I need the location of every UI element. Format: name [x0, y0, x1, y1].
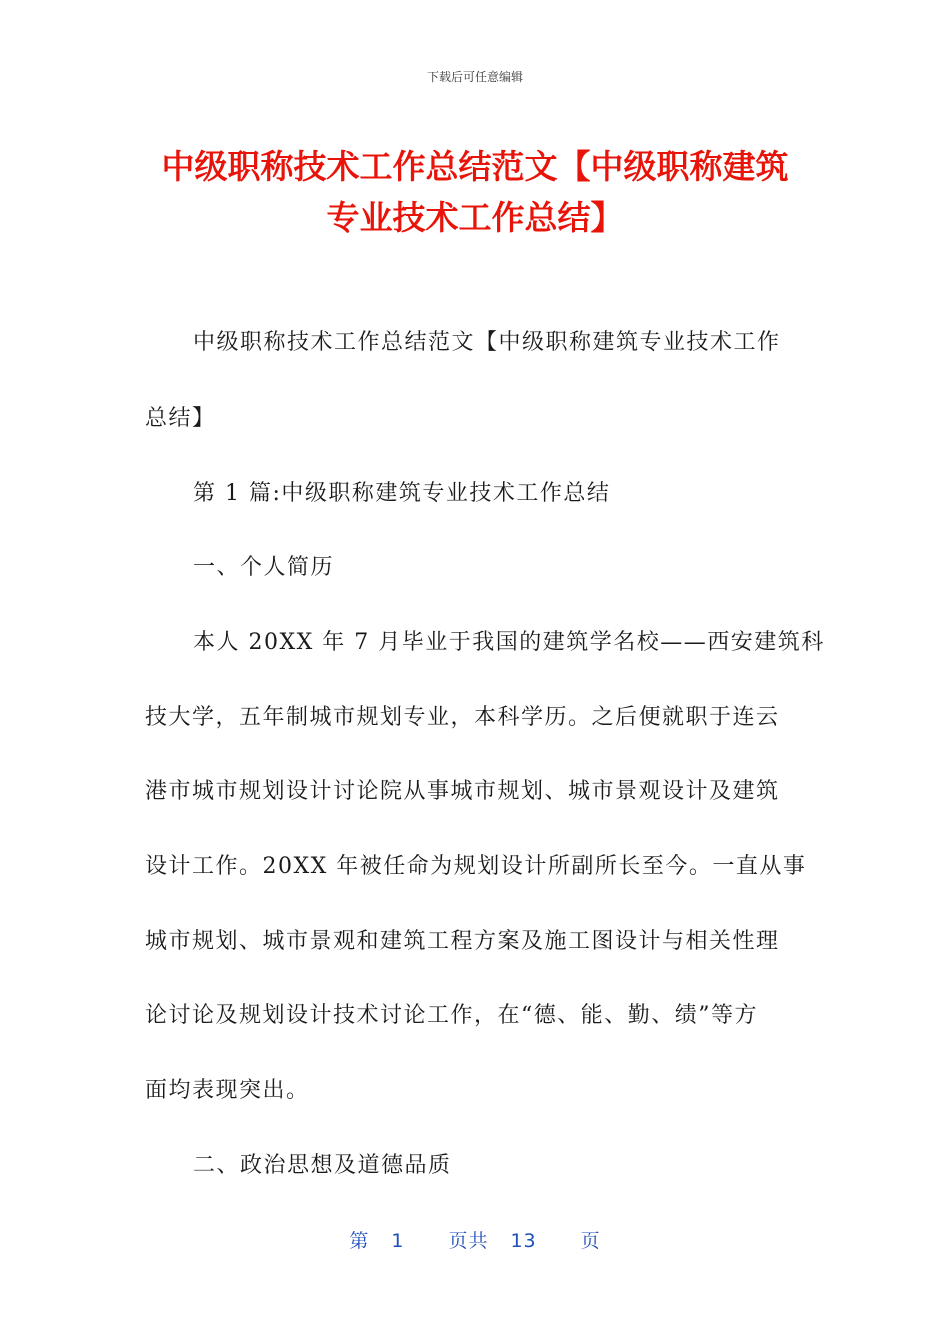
section-heading: 第 1 篇:中级职称建筑专业技术工作总结	[193, 481, 611, 506]
paragraph-line: 港市城市规划设计讨论院从事城市规划、城市景观设计及建筑	[145, 779, 780, 804]
paragraph-line: 设计工作。20XX 年被任命为规划设计所副所长至今。一直从事	[145, 854, 807, 879]
section-heading: 一、个人简历	[193, 555, 335, 580]
paragraph-line: 论讨论及规划设计技术讨论工作，在“德、能、勤、绩”等方	[145, 1003, 758, 1028]
footer-current-page: 1	[391, 1230, 405, 1252]
footer-prefix: 第	[349, 1230, 370, 1252]
header-note: 下载后可任意编辑	[426, 70, 523, 84]
paragraph-line: 面均表现突出。	[145, 1078, 310, 1103]
paragraph-line: 总结】	[145, 406, 216, 431]
footer-total-pages: 13	[510, 1230, 537, 1252]
footer-middle: 页共	[448, 1230, 489, 1252]
paragraph-line: 技大学，五年制城市规划专业，本科学历。之后便就职于连云	[145, 705, 780, 730]
title-line-1: 中级职称技术工作总结范文【中级职称建筑	[161, 147, 789, 186]
title-line-2: 专业技术工作总结】	[326, 198, 624, 237]
page-footer	[0, 1226, 950, 1253]
paragraph-line: 中级职称技术工作总结范文【中级职称建筑专业技术工作	[193, 330, 781, 355]
paragraph-line: 本人 20XX 年 7 月毕业于我国的建筑学名校——西安建筑科	[193, 630, 825, 655]
section-heading: 二、政治思想及道德品质	[193, 1153, 452, 1178]
footer-suffix: 页	[580, 1230, 601, 1252]
paragraph-line: 城市规划、城市景观和建筑工程方案及施工图设计与相关性理	[145, 929, 780, 954]
